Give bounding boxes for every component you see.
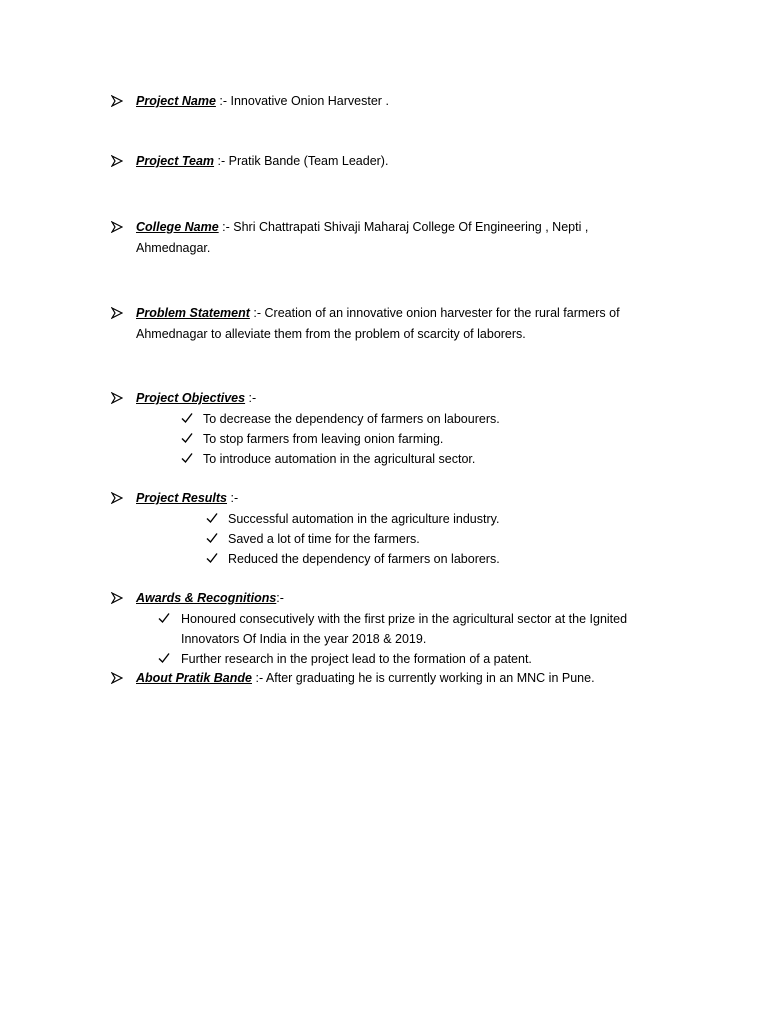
separator: :-	[218, 220, 234, 234]
problem-statement-label: Problem Statement	[136, 306, 250, 320]
checkmark-icon	[181, 432, 193, 444]
result-item: Saved a lot of time for the farmers.	[228, 532, 420, 546]
award-item: Further research in the project lead to the formation of a patent.	[181, 652, 532, 666]
separator: :-	[252, 671, 266, 685]
bullet-arrow-icon	[111, 392, 125, 406]
project-objectives-label: Project Objectives	[136, 391, 246, 405]
college-name-line2: Ahmednagar.	[136, 241, 211, 255]
project-team-line	[136, 151, 388, 172]
project-results-label: Project Results	[136, 491, 228, 505]
checkmark-icon	[181, 452, 193, 464]
checkmark-icon	[206, 552, 218, 564]
separator: :-	[249, 306, 265, 320]
awards-heading	[136, 588, 284, 609]
project-team-label: Project Team	[136, 154, 215, 168]
checkmark-icon	[206, 532, 218, 544]
problem-statement-line2: Ahmednagar to alleviate them from the problem of scarcity of laborers.	[136, 327, 526, 341]
checkmark-icon	[158, 652, 170, 664]
checkmark-icon	[206, 512, 218, 524]
objective-item: To stop farmers from leaving onion farming.	[203, 432, 444, 446]
result-item: Reduced the dependency of farmers on laborers.	[228, 552, 500, 566]
project-name-label: Project Name	[136, 94, 216, 108]
separator: :-	[276, 591, 284, 605]
bullet-arrow-icon	[111, 672, 125, 686]
project-results-heading	[136, 488, 238, 509]
bullet-arrow-icon	[111, 592, 125, 606]
separator: :-	[214, 154, 229, 168]
objective-item: To decrease the dependency of farmers on labourers.	[203, 412, 500, 426]
award-item-line1: Honoured consecutively with the first prize in the agricultural sector at the Ignited	[181, 612, 628, 626]
separator: :-	[215, 94, 231, 108]
about-label: About Pratik Bande	[136, 671, 252, 685]
problem-statement-line1: Creation of an innovative onion harvester for the rural farmers of	[264, 306, 620, 320]
college-name-label: College Name	[136, 220, 219, 234]
project-objectives-heading	[136, 388, 256, 409]
result-item: Successful automation in the agriculture industry.	[228, 512, 500, 526]
checkmark-icon	[181, 412, 193, 424]
bullet-arrow-icon	[111, 307, 125, 321]
problem-statement-block	[136, 303, 620, 345]
objective-item: To introduce automation in the agricultural sector.	[203, 452, 476, 466]
bullet-arrow-icon	[111, 95, 125, 109]
college-name-line1: Shri Chattrapati Shivaji Maharaj College Of Engineering , Nepti ,	[233, 220, 589, 234]
award-item	[181, 609, 627, 649]
separator: :-	[227, 491, 239, 505]
project-name-value: Innovative Onion Harvester .	[230, 94, 389, 108]
about-value: After graduating he is currently working in an MNC in Pune.	[265, 671, 595, 685]
bullet-arrow-icon	[111, 221, 125, 235]
college-name-block	[136, 217, 588, 259]
checkmark-icon	[158, 612, 170, 624]
bullet-arrow-icon	[111, 492, 125, 506]
award-item-line2: Innovators Of India in the year 2018 & 2019.	[181, 632, 427, 646]
bullet-arrow-icon	[111, 155, 125, 169]
about-line	[136, 668, 595, 689]
separator: :-	[245, 391, 257, 405]
project-name-line	[136, 91, 389, 112]
project-team-value: Pratik Bande (Team Leader).	[228, 154, 389, 168]
awards-label: Awards & Recognitions	[136, 591, 277, 605]
